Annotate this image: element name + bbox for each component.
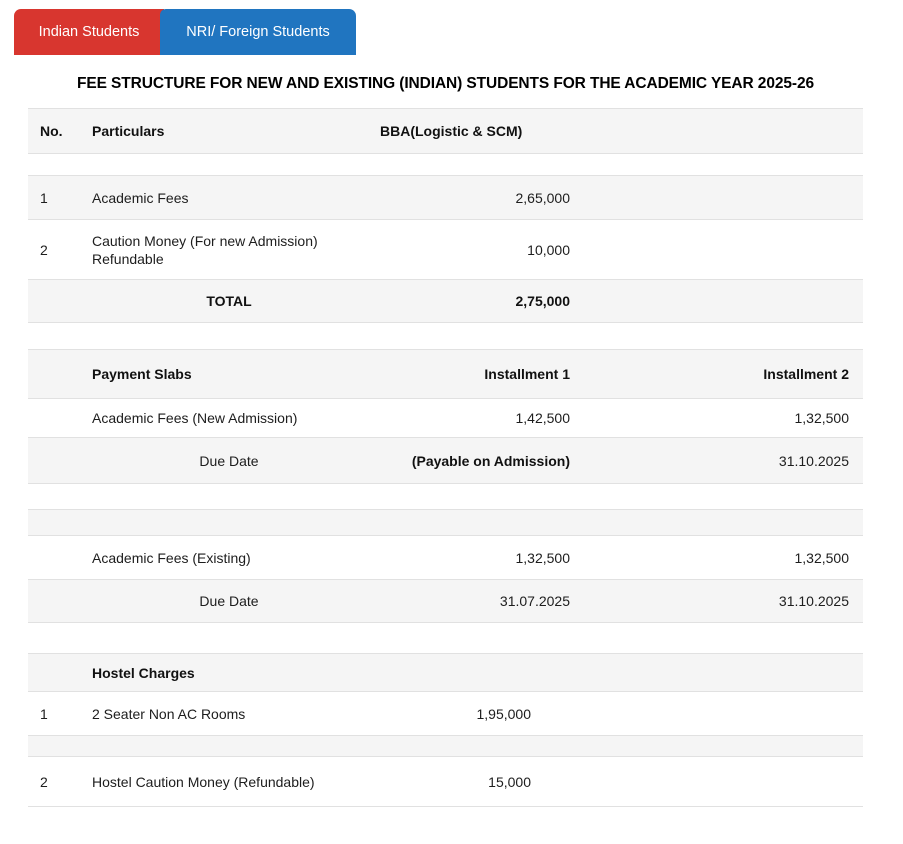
particulars-line-1: Caution Money (For new Admission) [92,232,318,249]
cell-label: Hostel Caution Money (Refundable) [92,773,315,790]
tab-nri-foreign-students[interactable] [160,9,356,55]
fee-structure-table [28,108,863,323]
cell-amount: 10,000 [527,241,570,258]
tab-nri-foreign-students-label: NRI/ Foreign Students [186,24,330,40]
row-academic-fees-existing [28,536,863,580]
empty-gray-row [28,510,863,536]
fee-table-header-row [28,109,863,154]
payment-slabs-table [28,349,863,484]
spacer-row [28,154,863,176]
tab-indian-students-label: Indian Students [38,24,140,40]
header-course: BBA(Logistic & SCM) [380,123,523,139]
empty-gray-row [28,736,863,757]
hostel-header-row [28,654,863,692]
cell-due-date-1: 31.07.2025 [499,593,570,609]
header-particulars: Particulars [92,123,165,139]
hostel-row-2-seater [28,692,863,736]
existing-payment-table [28,509,863,623]
row-due-date-existing [28,580,863,623]
cell-payable-on-admission: (Payable on Admission) [411,452,570,469]
tab-bar [14,9,903,55]
header-hostel-charges: Hostel Charges [92,664,195,681]
cell-due-date-2: 31.10.2025 [778,452,849,469]
total-label: TOTAL [206,293,252,309]
row-due-date-new-admission [28,438,863,484]
cell-installment-1: 1,42,500 [515,410,570,426]
fee-row-caution-money [28,220,863,280]
cell-due-date-label: Due Date [199,452,259,469]
cell-no: 2 [40,773,48,790]
cell-no: 2 [40,241,48,258]
header-installment-2: Installment 2 [763,366,849,382]
cell-installment-1: 1,32,500 [515,549,570,566]
header-payment-slabs: Payment Slabs [92,366,192,382]
hostel-row-caution-money [28,757,863,807]
cell-amount: 2,65,000 [515,189,570,206]
hostel-charges-table [28,653,863,807]
cell-amount: 15,000 [488,773,531,790]
header-installment-1: Installment 1 [484,366,570,382]
cell-due-date-2: 31.10.2025 [778,593,849,609]
cell-label: Academic Fees (New Admission) [92,410,298,426]
cell-amount: 1,95,000 [476,705,531,722]
cell-due-date-label: Due Date [199,593,259,609]
cell-label: 2 Seater Non AC Rooms [92,705,246,722]
cell-label: Academic Fees (Existing) [92,549,251,566]
cell-installment-2: 1,32,500 [794,410,849,426]
cell-installment-2: 1,32,500 [794,549,849,566]
tab-indian-students[interactable] [14,9,164,55]
cell-no: 1 [40,705,48,722]
cell-particulars [78,232,380,268]
fee-row-academic-fees [28,176,863,220]
row-academic-fees-new-admission [28,399,863,438]
cell-particulars: Academic Fees [92,189,189,206]
cell-no: 1 [40,189,48,206]
page-title: FEE STRUCTURE FOR NEW AND EXISTING (INDIAN) STUDENTS FOR THE ACADEMIC YEAR 2025-26 [76,75,814,92]
total-row [28,280,863,323]
header-no: No. [40,123,63,139]
total-amount: 2,75,000 [515,293,570,309]
payment-slabs-header-row [28,350,863,399]
particulars-line-2: Refundable [92,250,164,267]
